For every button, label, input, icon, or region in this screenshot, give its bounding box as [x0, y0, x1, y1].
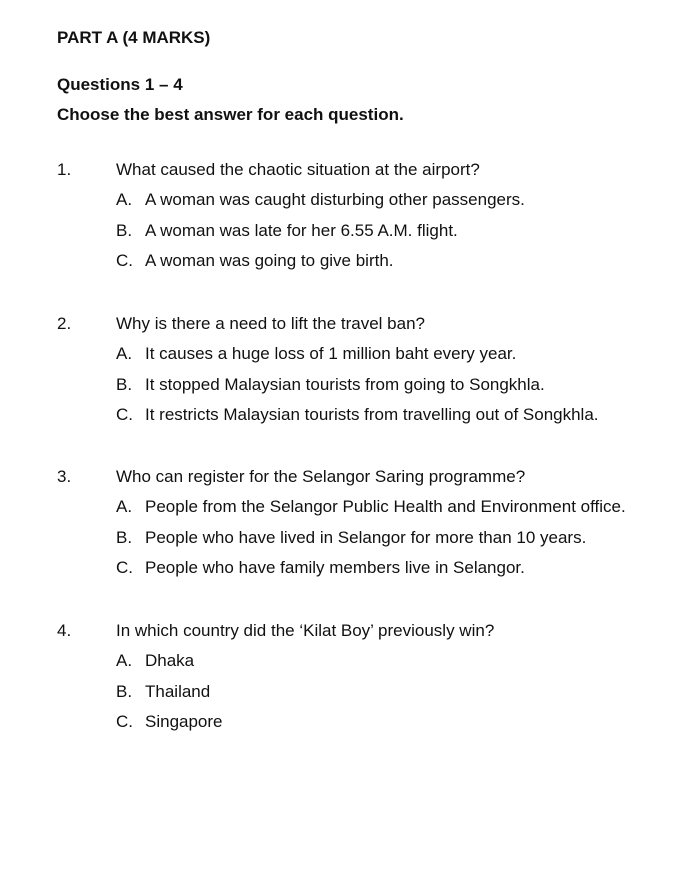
- answer-option-b: [57, 528, 677, 559]
- option-text: Singapore: [145, 712, 223, 731]
- option-letter: B.: [116, 527, 133, 547]
- option-text: A woman was going to give birth.: [145, 251, 394, 270]
- option-letter: C.: [116, 558, 133, 577]
- answer-option-c: [57, 251, 677, 282]
- option-text: Dhaka: [145, 651, 195, 670]
- answer-option-c: [57, 405, 677, 436]
- question-text: Who can register for the Selangor Saring programme?: [116, 467, 526, 486]
- instruction: Choose the best answer for each question.: [57, 105, 404, 124]
- option-letter: A.: [116, 190, 133, 209]
- question-number: 3.: [57, 467, 72, 486]
- option-letter: A.: [116, 497, 133, 516]
- question-number: 1.: [57, 160, 72, 179]
- question-number: 2.: [57, 314, 72, 333]
- question-text: Why is there a need to lift the travel ban?: [116, 314, 426, 333]
- question-number: 4.: [57, 621, 72, 640]
- option-letter: B.: [116, 220, 133, 240]
- question-1: [57, 160, 677, 282]
- question-4: [57, 621, 677, 743]
- option-text: A woman was late for her 6.55 A.M. flight.: [145, 220, 458, 240]
- option-text: It stopped Malaysian tourists from going to Songkhla.: [145, 374, 545, 394]
- option-text: People from the Selangor Public Health and Environment office.: [145, 497, 626, 516]
- option-text: It restricts Malaysian tourists from travelling out of Songkhla.: [145, 405, 599, 424]
- question-text: In which country did the ‘Kilat Boy’ previously win?: [116, 621, 495, 640]
- option-text: Thailand: [145, 681, 211, 701]
- question-stem: [57, 160, 677, 190]
- option-text: People who have family members live in Selangor.: [145, 558, 525, 577]
- part-title: PART A (4 MARKS): [57, 28, 211, 47]
- option-text: A woman was caught disturbing other passengers.: [145, 190, 525, 209]
- question-stem: [57, 467, 677, 497]
- answer-option-c: [57, 712, 677, 743]
- question-stem: [57, 314, 677, 344]
- option-letter: A.: [116, 344, 133, 363]
- answer-option-b: [57, 682, 677, 713]
- option-letter: C.: [116, 251, 133, 270]
- option-letter: C.: [116, 712, 133, 731]
- question-3: [57, 467, 677, 589]
- answer-option-a: [57, 344, 677, 375]
- option-letter: B.: [116, 374, 133, 394]
- option-letter: B.: [116, 681, 133, 701]
- answer-option-b: [57, 375, 677, 406]
- questions-range: Questions 1 – 4: [57, 75, 183, 94]
- option-letter: C.: [116, 405, 133, 424]
- question-stem: [57, 621, 677, 651]
- answer-option-a: [57, 651, 677, 682]
- question-text: What caused the chaotic situation at the airport?: [116, 160, 480, 179]
- option-text: It causes a huge loss of 1 million baht every year.: [145, 344, 517, 363]
- answer-option-a: [57, 190, 677, 221]
- answer-option-a: [57, 497, 677, 528]
- answer-option-c: [57, 558, 677, 589]
- question-2: [57, 314, 677, 436]
- option-letter: A.: [116, 651, 133, 670]
- answer-option-b: [57, 221, 677, 252]
- option-text: People who have lived in Selangor for more than 10 years.: [145, 527, 587, 547]
